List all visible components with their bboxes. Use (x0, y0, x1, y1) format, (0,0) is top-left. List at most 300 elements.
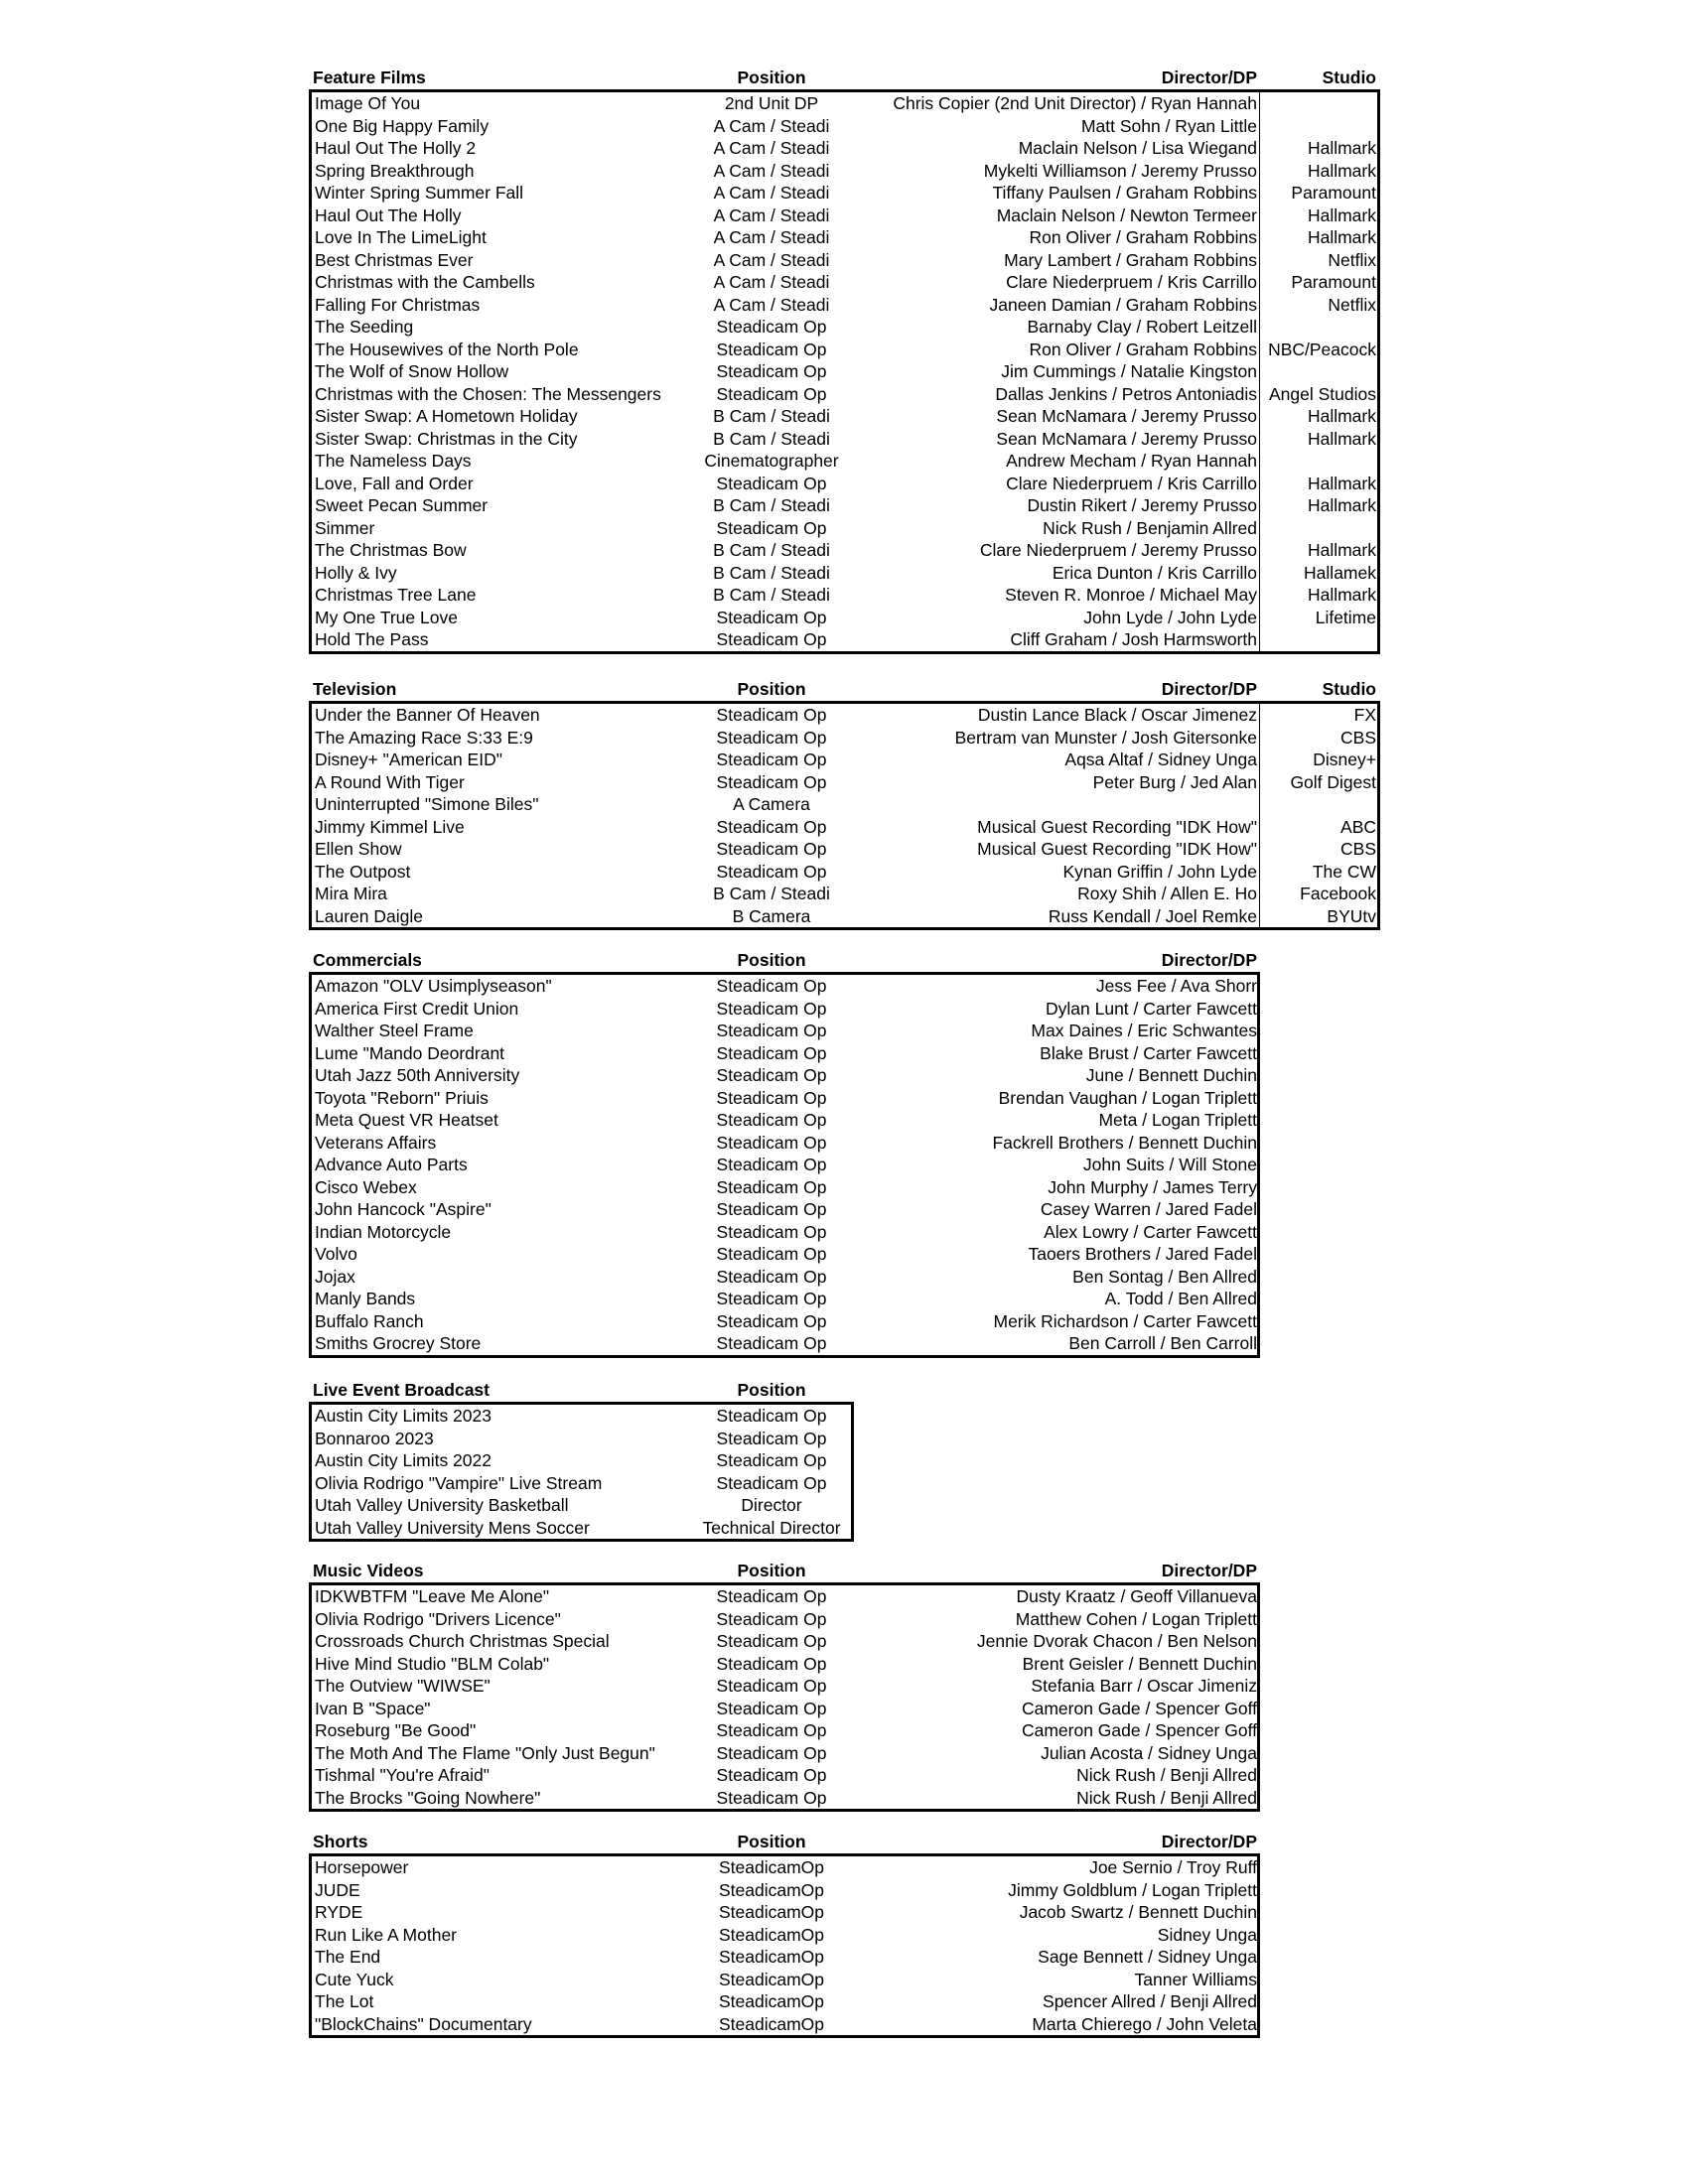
credit-position: A Cam / Steadi (713, 160, 830, 181)
credit-position: Steadicam Op (716, 383, 827, 404)
credit-director-dp: Roxy Shih / Allen E. Ho (1077, 884, 1257, 903)
credit-director-dp: Janeen Damian / Graham Robbins (989, 294, 1257, 315)
credit-position: B Cam / Steadi (713, 884, 830, 903)
table-row (312, 883, 1377, 905)
table-row (312, 539, 1377, 562)
section-header (309, 1832, 1260, 1853)
table-row (312, 316, 1377, 339)
position-header: Position (737, 679, 806, 699)
credit-director-dp: Maclain Nelson / Newton Termeer (996, 205, 1257, 225)
table-row (312, 1494, 851, 1517)
section-music (309, 1561, 1260, 1812)
credit-position: Steadicam Op (716, 861, 827, 882)
credit-position: Steadicam Op (716, 1631, 827, 1651)
section-table (309, 1402, 854, 1542)
credit-director-dp: John Murphy / James Terry (1048, 1176, 1257, 1197)
table-row (312, 1243, 1257, 1266)
credit-studio: Facebook (1300, 884, 1376, 903)
section-table (309, 701, 1380, 930)
section-table (309, 1853, 1260, 2038)
table-row (312, 92, 1377, 115)
credit-title: Christmas with the Chosen: The Messengers (315, 383, 661, 404)
credit-title: The Christmas Bow (315, 540, 467, 560)
credit-position: Steadicam Op (716, 1132, 827, 1153)
credit-title: RYDE (315, 1902, 363, 1922)
credit-position: 2nd Unit DP (724, 93, 819, 113)
section-live (309, 1380, 854, 1542)
credit-director-dp: Dusty Kraatz / Geoff Villanueva (1016, 1586, 1257, 1606)
credit-position: Steadicam Op (716, 1653, 827, 1674)
position-header: Position (737, 68, 806, 87)
credit-director-dp: Tiffany Paulsen / Graham Robbins (992, 183, 1257, 203)
credit-position: Steadicam Op (716, 317, 827, 337)
credit-title: Lume "Mando Deordrant (315, 1042, 505, 1063)
credit-title: The Outpost (315, 861, 411, 882)
table-row (312, 1946, 1257, 1969)
table-row (312, 1675, 1257, 1698)
credit-position: Steadicam Op (716, 339, 827, 359)
table-row (312, 1109, 1257, 1132)
credit-director-dp: Jacob Swartz / Bennett Duchin (1019, 1902, 1257, 1922)
section-table (309, 972, 1260, 1358)
credit-position: B Cam / Steadi (713, 540, 830, 560)
column-divider (1259, 704, 1260, 927)
credit-position: Steadicam Op (716, 1110, 827, 1130)
credit-title: My One True Love (315, 607, 458, 627)
credit-director-dp: Mary Lambert / Graham Robbins (1004, 249, 1257, 270)
credit-title: Jojax (315, 1266, 355, 1287)
table-row (312, 793, 1377, 816)
credit-studio: CBS (1340, 839, 1376, 859)
credit-title: Image Of You (315, 93, 421, 113)
credit-title: Buffalo Ranch (315, 1310, 424, 1331)
credit-title: Utah Jazz 50th Anniversity (315, 1065, 520, 1085)
credit-director-dp: Mykelti Williamson / Jeremy Prusso (983, 160, 1257, 181)
credit-director-dp: Brent Geisler / Bennett Duchin (1022, 1653, 1257, 1674)
credit-director-dp: Clare Niederpruem / Kris Carrillo (1006, 272, 1257, 292)
credit-position: SteadicamOp (718, 1902, 825, 1922)
section-table (309, 1582, 1260, 1812)
credit-studio: ABC (1340, 816, 1376, 837)
credit-director-dp: Taoers Brothers / Jared Fadel (1028, 1244, 1257, 1264)
credit-director-dp: Matt Sohn / Ryan Little (1080, 115, 1257, 136)
table-row (312, 1064, 1257, 1087)
credit-title: Lauren Daigle (315, 905, 423, 926)
table-row (312, 205, 1377, 227)
credit-position: Steadicam Op (716, 998, 827, 1019)
credit-position: Steadicam Op (716, 1199, 827, 1219)
section-title: Television (313, 679, 397, 699)
credit-position: A Cam / Steadi (713, 138, 830, 158)
table-row (312, 584, 1377, 607)
table-row (312, 1428, 851, 1450)
credit-director-dp: Ron Oliver / Graham Robbins (1029, 227, 1257, 247)
credit-title: The Brocks "Going Nowhere" (315, 1787, 541, 1808)
table-row (312, 428, 1377, 451)
credit-director-dp: Kynan Griffin / John Lyde (1062, 861, 1257, 882)
credit-director-dp: Jim Cummings / Natalie Kingston (1001, 361, 1257, 381)
credit-studio: NBC/Peacock (1268, 339, 1376, 359)
credit-title: Love, Fall and Order (315, 473, 474, 493)
table-row (312, 137, 1377, 160)
credit-title: The Housewives of the North Pole (315, 339, 579, 359)
credit-director-dp: Casey Warren / Jared Fadel (1040, 1199, 1257, 1219)
table-row (312, 1969, 1257, 1991)
credit-position: Steadicam Op (716, 1428, 827, 1448)
credit-title: JUDE (315, 1879, 360, 1900)
table-row (312, 727, 1377, 750)
credit-title: America First Credit Union (315, 998, 519, 1019)
table-row (312, 1764, 1257, 1787)
credit-director-dp: John Lyde / John Lyde (1083, 607, 1257, 627)
credit-title: Sister Swap: Christmas in the City (315, 428, 578, 449)
credit-title: Olivia Rodrigo "Drivers Licence" (315, 1608, 561, 1629)
studio-header: Studio (1322, 679, 1376, 699)
table-row (312, 249, 1377, 272)
credit-title: Jimmy Kimmel Live (315, 816, 465, 837)
table-row (312, 1449, 851, 1472)
table-row (312, 1742, 1257, 1765)
credit-title: Veterans Affairs (315, 1132, 437, 1153)
credit-director-dp: Jimmy Goldblum / Logan Triplett (1008, 1879, 1257, 1900)
credit-studio: Paramount (1291, 183, 1376, 203)
table-row (312, 1608, 1257, 1631)
credit-director-dp: Blake Brust / Carter Fawcett (1040, 1042, 1257, 1063)
table-row (312, 1630, 1257, 1653)
credit-position: Steadicam Op (716, 1698, 827, 1718)
credit-position: SteadicamOp (718, 1991, 825, 2011)
credit-director-dp: Tanner Williams (1134, 1969, 1257, 1989)
director-header: Director/DP (1161, 950, 1257, 970)
credit-director-dp: Andrew Mecham / Ryan Hannah (1006, 451, 1257, 471)
table-row (312, 271, 1377, 294)
section-table (309, 89, 1380, 654)
table-row (312, 861, 1377, 884)
credit-position: Steadicam Op (716, 629, 827, 649)
credit-position: Steadicam Op (716, 1333, 827, 1353)
credit-title: Falling For Christmas (315, 294, 481, 315)
credit-director-dp: Nick Rush / Benji Allred (1076, 1765, 1257, 1785)
credit-director-dp: Musical Guest Recording "IDK How" (977, 816, 1257, 837)
credit-title: Tishmal "You're Afraid" (315, 1765, 490, 1785)
credit-director-dp: Bertram van Munster / Josh Gitersonke (954, 727, 1257, 748)
table-row (312, 294, 1377, 317)
credit-position: Director (741, 1495, 802, 1515)
table-row (312, 628, 1377, 651)
credit-position: B Cam / Steadi (713, 495, 830, 515)
section-header (309, 1380, 854, 1402)
table-row (312, 1698, 1257, 1720)
credit-title: Run Like A Mother (315, 1924, 457, 1945)
credit-studio: Hallmark (1307, 205, 1376, 225)
table-row (312, 1020, 1257, 1042)
credit-position: Steadicam Op (716, 1155, 827, 1174)
credit-director-dp: Maclain Nelson / Lisa Wiegand (1018, 138, 1257, 158)
credit-position: A Cam / Steadi (713, 115, 830, 136)
credit-director-dp: Alex Lowry / Carter Fawcett (1044, 1221, 1257, 1242)
credit-title: One Big Happy Family (315, 115, 490, 136)
credit-title: Best Christmas Ever (315, 249, 474, 270)
position-header: Position (737, 950, 806, 970)
table-row (312, 1990, 1257, 2013)
credit-title: Haul Out The Holly 2 (315, 138, 477, 158)
credit-position: Steadicam Op (716, 705, 827, 725)
credit-title: Haul Out The Holly (315, 205, 462, 225)
credit-studio: Hallmark (1307, 138, 1376, 158)
table-row (312, 1310, 1257, 1333)
credit-title: Holly & Ivy (315, 562, 397, 583)
table-row (312, 1405, 851, 1428)
credit-position: Steadicam Op (716, 517, 827, 538)
credit-director-dp: Sage Bennett / Sidney Unga (1038, 1947, 1257, 1967)
table-row (312, 749, 1377, 771)
credit-director-dp: Max Daines / Eric Schwantes (1031, 1021, 1257, 1040)
credit-director-dp: Chris Copier (2nd Unit Director) / Ryan Hannah (893, 93, 1257, 113)
credit-position: Steadicam Op (716, 1742, 827, 1763)
credit-title: Sister Swap: A Hometown Holiday (315, 406, 578, 426)
credit-title: Utah Valley University Basketball (315, 1495, 569, 1515)
director-header: Director/DP (1161, 1832, 1257, 1851)
credit-title: Winter Spring Summer Fall (315, 183, 524, 203)
credit-title: Austin City Limits 2022 (315, 1450, 492, 1470)
credit-position: Steadicam Op (716, 1608, 827, 1629)
credit-director-dp: Barnaby Clay / Robert Leitzell (1027, 317, 1257, 337)
table-row (312, 1472, 851, 1495)
credit-studio: BYUtv (1327, 905, 1376, 926)
credit-position: Steadicam Op (716, 816, 827, 837)
credit-title: Cute Yuck (315, 1969, 394, 1989)
credit-director-dp: Julian Acosta / Sidney Unga (1041, 1742, 1257, 1763)
credit-studio: Lifetime (1315, 607, 1376, 627)
credit-director-dp: Sidney Unga (1157, 1924, 1257, 1945)
director-header: Director/DP (1161, 679, 1257, 699)
credit-position: Technical Director (702, 1517, 841, 1538)
credit-title: The Amazing Race S:33 E:9 (315, 727, 533, 748)
credit-position: SteadicamOp (718, 2013, 825, 2034)
credit-position: A Cam / Steadi (713, 272, 830, 292)
table-row (312, 450, 1377, 473)
credit-studio: Golf Digest (1290, 771, 1376, 792)
table-row (312, 1176, 1257, 1199)
section-header (309, 68, 1380, 89)
table-row (312, 838, 1377, 861)
credit-title: Simmer (315, 517, 375, 538)
table-row (312, 1856, 1257, 1879)
credit-position: SteadicamOp (718, 1857, 825, 1877)
table-row (312, 1221, 1257, 1244)
credit-director-dp: Russ Kendall / Joel Remke (1048, 905, 1257, 926)
table-row (312, 1087, 1257, 1110)
section-tv (309, 679, 1380, 930)
credit-studio: Hallmark (1307, 406, 1376, 426)
credit-position: B Cam / Steadi (713, 406, 830, 426)
credit-position: B Cam / Steadi (713, 585, 830, 605)
credit-position: Steadicam Op (716, 1266, 827, 1287)
table-row (312, 1042, 1257, 1065)
credit-title: The Lot (315, 1991, 374, 2011)
credit-position: Steadicam Op (716, 1787, 827, 1808)
credit-studio: Hallmark (1307, 473, 1376, 493)
credit-title: Volvo (315, 1244, 357, 1264)
credit-title: Hive Mind Studio "BLM Colab" (315, 1653, 550, 1674)
credit-director-dp: Erica Dunton / Kris Carrillo (1052, 562, 1257, 583)
credit-studio: Netflix (1328, 294, 1376, 315)
credit-title: Crossroads Church Christmas Special (315, 1631, 610, 1651)
credit-title: Ivan B "Space" (315, 1698, 431, 1718)
credit-title: Cisco Webex (315, 1176, 417, 1197)
table-row (312, 771, 1377, 794)
credit-position: A Cam / Steadi (713, 183, 830, 203)
credit-director-dp: Meta / Logan Triplett (1098, 1110, 1257, 1130)
credit-title: Utah Valley University Mens Soccer (315, 1517, 590, 1538)
credit-title: Love In The LimeLight (315, 227, 487, 247)
credit-position: SteadicamOp (718, 1924, 825, 1945)
table-row (312, 607, 1377, 629)
credit-director-dp: Sean McNamara / Jeremy Prusso (996, 428, 1257, 449)
table-row (312, 1879, 1257, 1902)
table-row (312, 1901, 1257, 1924)
table-row (312, 1332, 1257, 1355)
credit-title: Roseburg "Be Good" (315, 1720, 477, 1740)
credit-director-dp: Sean McNamara / Jeremy Prusso (996, 406, 1257, 426)
credit-studio: Paramount (1291, 272, 1376, 292)
table-row (312, 339, 1377, 361)
credit-studio: Netflix (1328, 249, 1376, 270)
table-row (312, 182, 1377, 205)
credit-director-dp: Dustin Rikert / Jeremy Prusso (1027, 495, 1257, 515)
credit-title: The Wolf of Snow Hollow (315, 361, 509, 381)
credit-director-dp: Dylan Lunt / Carter Fawcett (1046, 998, 1257, 1019)
credit-title: Disney+ "American EID" (315, 750, 502, 769)
credit-title: The Nameless Days (315, 451, 472, 471)
section-title: Music Videos (313, 1561, 424, 1580)
credit-director-dp: Jess Fee / Ava Shorr (1095, 976, 1257, 996)
credit-studio: Hallmark (1307, 227, 1376, 247)
credit-title: Bonnaroo 2023 (315, 1428, 434, 1448)
credit-studio: Hallmark (1307, 540, 1376, 560)
credit-position: Cinematographer (704, 451, 839, 471)
section-header (309, 679, 1380, 701)
credit-position: Steadicam Op (716, 473, 827, 493)
table-row (312, 1719, 1257, 1742)
credit-title: Mira Mira (315, 884, 387, 903)
credit-position: Steadicam Op (716, 771, 827, 792)
credit-title: Smiths Grocrey Store (315, 1333, 482, 1353)
credit-studio: CBS (1340, 727, 1376, 748)
table-row (312, 1198, 1257, 1221)
table-row (312, 704, 1377, 727)
section-title: Live Event Broadcast (313, 1380, 490, 1400)
credit-position: Steadicam Op (716, 839, 827, 859)
section-title: Shorts (313, 1832, 368, 1851)
credit-studio: FX (1353, 705, 1376, 725)
credit-studio: Hallmark (1307, 160, 1376, 181)
credit-position: Steadicam Op (716, 1176, 827, 1197)
credit-director-dp: Steven R. Monroe / Michael May (1005, 585, 1257, 605)
credit-title: Uninterrupted "Simone Biles" (315, 794, 539, 814)
credit-director-dp: Marta Chierego / John Veleta (1032, 2013, 1257, 2034)
credit-position: Steadicam Op (716, 361, 827, 381)
table-row (312, 1132, 1257, 1155)
credit-director-dp: Matthew Cohen / Logan Triplett (1015, 1608, 1257, 1629)
table-row (312, 226, 1377, 249)
credit-position: Steadicam Op (716, 1586, 827, 1606)
credit-director-dp: Peter Burg / Jed Alan (1092, 771, 1257, 792)
studio-header: Studio (1322, 68, 1376, 87)
credit-title: Toyota "Reborn" Priuis (315, 1087, 489, 1108)
credit-studio: Hallmark (1307, 495, 1376, 515)
credit-director-dp: Brendan Vaughan / Logan Triplett (998, 1087, 1257, 1108)
credit-director-dp: Joe Sernio / Troy Ruff (1089, 1857, 1257, 1877)
credit-director-dp: Clare Niederpruem / Jeremy Prusso (979, 540, 1257, 560)
credit-director-dp: Stefania Barr / Oscar Jimeniz (1031, 1676, 1257, 1696)
credit-director-dp: Cameron Gade / Spencer Goff (1021, 1720, 1257, 1740)
section-feature (309, 68, 1380, 654)
table-row (312, 1288, 1257, 1310)
credit-director-dp: Ben Carroll / Ben Carroll (1068, 1333, 1257, 1353)
credit-position: B Camera (732, 905, 811, 926)
credit-director-dp: Musical Guest Recording "IDK How" (977, 839, 1257, 859)
section-title: Commercials (313, 950, 422, 970)
director-header: Director/DP (1161, 68, 1257, 87)
credit-title: Christmas with the Cambells (315, 272, 535, 292)
table-row (312, 1585, 1257, 1608)
credit-position: A Cam / Steadi (713, 294, 830, 315)
table-row (312, 1517, 851, 1540)
section-commercials (309, 950, 1260, 1358)
credit-director-dp: Spencer Allred / Benji Allred (1043, 1991, 1257, 2011)
credit-title: A Round With Tiger (315, 771, 465, 792)
credit-position: Steadicam Op (716, 607, 827, 627)
table-row (312, 517, 1377, 540)
table-row (312, 816, 1377, 839)
table-row (312, 405, 1377, 428)
credit-director-dp: June / Bennett Duchin (1085, 1065, 1257, 1085)
credit-director-dp: Ben Sontag / Ben Allred (1072, 1266, 1257, 1287)
credit-position: Steadicam Op (716, 1472, 827, 1493)
table-row (312, 160, 1377, 183)
credit-position: Steadicam Op (716, 1065, 827, 1085)
table-row (312, 1154, 1257, 1176)
section-header (309, 1561, 1260, 1582)
credit-position: SteadicamOp (718, 1947, 825, 1967)
credit-position: B Cam / Steadi (713, 428, 830, 449)
credit-position: B Cam / Steadi (713, 562, 830, 583)
credit-position: SteadicamOp (718, 1969, 825, 1989)
credit-title: IDKWBTFM "Leave Me Alone" (315, 1586, 550, 1606)
credit-director-dp: A. Todd / Ben Allred (1104, 1289, 1257, 1308)
credit-title: Spring Breakthrough (315, 160, 475, 181)
credit-title: Manly Bands (315, 1289, 416, 1308)
credit-director-dp: Aqsa Altaf / Sidney Unga (1064, 750, 1257, 769)
credit-position: Steadicam Op (716, 1221, 827, 1242)
credit-title: Olivia Rodrigo "Vampire" Live Stream (315, 1472, 603, 1493)
credit-director-dp: Ron Oliver / Graham Robbins (1029, 339, 1257, 359)
position-header: Position (737, 1832, 806, 1851)
credit-studio: Hallmark (1307, 428, 1376, 449)
credit-title: Hold The Pass (315, 629, 429, 649)
credit-position: SteadicamOp (718, 1879, 825, 1900)
credit-title: Horsepower (315, 1857, 409, 1877)
table-row (312, 2013, 1257, 2036)
credit-title: The Moth And The Flame "Only Just Begun" (315, 1742, 655, 1763)
credit-title: "BlockChains" Documentary (315, 2013, 532, 2034)
section-shorts (309, 1832, 1260, 2038)
director-header: Director/DP (1161, 1561, 1257, 1580)
credit-director-dp: Nick Rush / Benjamin Allred (1043, 517, 1257, 538)
credit-title: The End (315, 1947, 381, 1967)
credit-position: A Camera (733, 794, 810, 814)
